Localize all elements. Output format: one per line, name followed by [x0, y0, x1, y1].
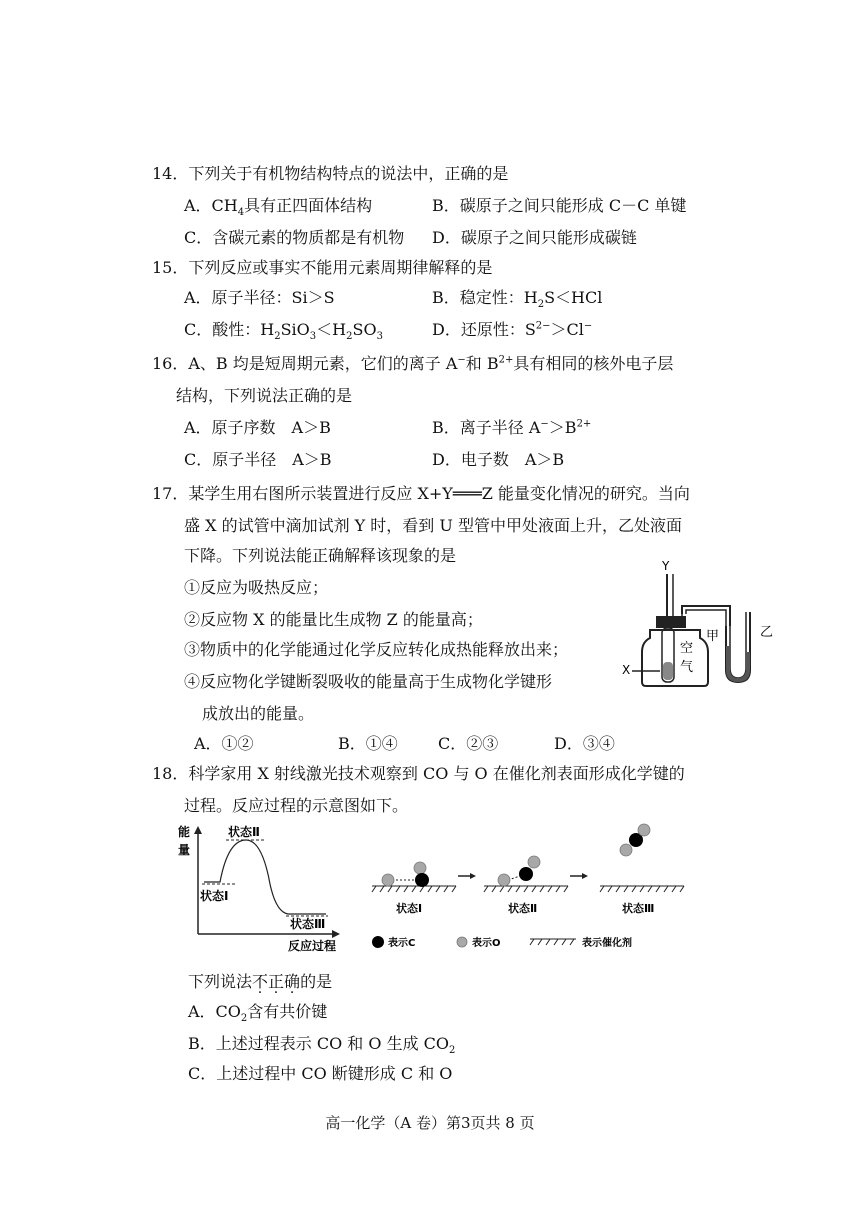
- q18-states-diagram: [366, 820, 696, 956]
- q17-stem-line1: 17．某学生用右图所示装置进行反应 X+Y═══Z 能量变化情况的研究。当向: [152, 484, 690, 503]
- fig-label-y: Y: [662, 559, 670, 573]
- fig-label-yi: 乙: [760, 625, 774, 640]
- q17-apparatus-figure: [620, 556, 780, 691]
- q14-stem: 14．下列关于有机物结构特点的说法中，正确的是: [152, 164, 509, 183]
- legend-catalyst: 表示催化剂: [582, 938, 632, 949]
- q14-option-a: A．$CH_4$具有正四面体结构: [184, 196, 373, 219]
- graph-ylabel-1: 能: [178, 825, 191, 839]
- q16-option-d: D．电子数 A＞B: [432, 450, 565, 469]
- state-2-label: 状态Ⅱ: [508, 902, 538, 915]
- q14-option-d: D．碳原子之间只能形成碳链: [432, 228, 637, 247]
- q15-option-b: B．稳定性：$H_2S<HCl$: [432, 288, 603, 311]
- state-3-scene: [600, 824, 684, 915]
- state-1-label: 状态Ⅰ: [396, 902, 423, 915]
- q17-option-c: C．②③: [438, 734, 499, 753]
- q18-prompt: 下列说法不正确的是: [188, 972, 333, 991]
- states-legend: [372, 936, 632, 949]
- q18-option-c: C．上述过程中 CO 断键形成 C 和 O: [188, 1064, 453, 1083]
- q18-energy-graph: [176, 822, 346, 954]
- page-footer: 高一化学（A 卷）第3页共 8 页: [325, 1114, 535, 1132]
- graph-state-1-label: 状态Ⅰ: [200, 889, 229, 903]
- state-2-scene: [484, 856, 568, 915]
- q18-option-a: A．$CO_2$含有共价键: [188, 1002, 328, 1025]
- legend-carbon: 表示C: [388, 938, 416, 949]
- q17-statement-4a: ④反应物化学键断裂吸收的能量高于生成物化学键形: [184, 672, 553, 691]
- q17-statement-4b: 成放出的能量。: [202, 704, 315, 723]
- graph-xlabel: 反应过程: [288, 939, 337, 953]
- q17-option-a: A．①②: [194, 734, 254, 753]
- q18-stem-line1: 18．科学家用 X 射线激光技术观察到 CO 与 O 在催化剂表面形成化学键的: [152, 764, 685, 783]
- q18-option-b: B．上述过程表示 CO 和 O 生成 $CO_2$: [188, 1034, 456, 1057]
- fig-label-jia: 甲: [706, 629, 720, 644]
- q14-option-b: B．碳原子之间只能形成 C－C 单键: [432, 196, 687, 215]
- q18-stem-line2: 过程。反应过程的示意图如下。: [184, 796, 409, 815]
- q16-option-b: B．离子半径 $A^->B^{2+}$: [432, 418, 592, 437]
- state-1-scene: [372, 862, 456, 915]
- q17-statement-2: ②反应物 X 的能量比生成物 Z 的能量高；: [184, 610, 483, 629]
- legend-oxygen: 表示O: [472, 938, 501, 949]
- fig-label-x: X: [622, 663, 631, 677]
- fig-label-air1: 空: [680, 641, 694, 656]
- q16-stem-line1: 16．A、B 均是短周期元素，它们的离子 A−和 $B^{2+}$具有相同的核外电子层: [152, 354, 674, 373]
- fig-label-air2: 气: [680, 660, 694, 675]
- q15-stem: 15．下列反应或事实不能用元素周期律解释的是: [152, 258, 493, 277]
- q14-option-c: C．含碳元素的物质都是有机物: [184, 228, 405, 247]
- q17-stem-line3: 下降。下列说法能正确解释该现象的是: [184, 546, 457, 565]
- q15-option-a: A．原子半径：Si＞S: [184, 288, 335, 307]
- q16-option-c: C．原子半径 A＞B: [184, 450, 332, 469]
- q15-option-d: D．还原性：$S^{2-}>Cl^-$: [432, 320, 593, 339]
- state-3-label: 状态Ⅲ: [622, 902, 655, 915]
- graph-state-2-label: 状态Ⅱ: [228, 825, 260, 839]
- q17-option-d: D．③④: [554, 734, 615, 753]
- q16-stem-line2: 结构，下列说法正确的是: [176, 386, 353, 405]
- q17-stem-line2: 盛 X 的试管中滴加试剂 Y 时，看到 U 型管中甲处液面上升，乙处液面: [184, 516, 682, 535]
- q17-statement-1: ①反应为吸热反应；: [184, 578, 329, 597]
- q17-statement-3: ③物质中的化学能通过化学反应转化成热能释放出来；: [184, 640, 569, 659]
- q15-option-c: C．酸性：$H_2SiO_3<H_2SO_3$: [184, 320, 383, 343]
- q17-option-b: B．①④: [338, 734, 398, 753]
- graph-ylabel-2: 量: [178, 843, 191, 857]
- q16-option-a: A．原子序数 A＞B: [184, 418, 331, 437]
- graph-state-3-label: 状态Ⅲ: [290, 917, 326, 931]
